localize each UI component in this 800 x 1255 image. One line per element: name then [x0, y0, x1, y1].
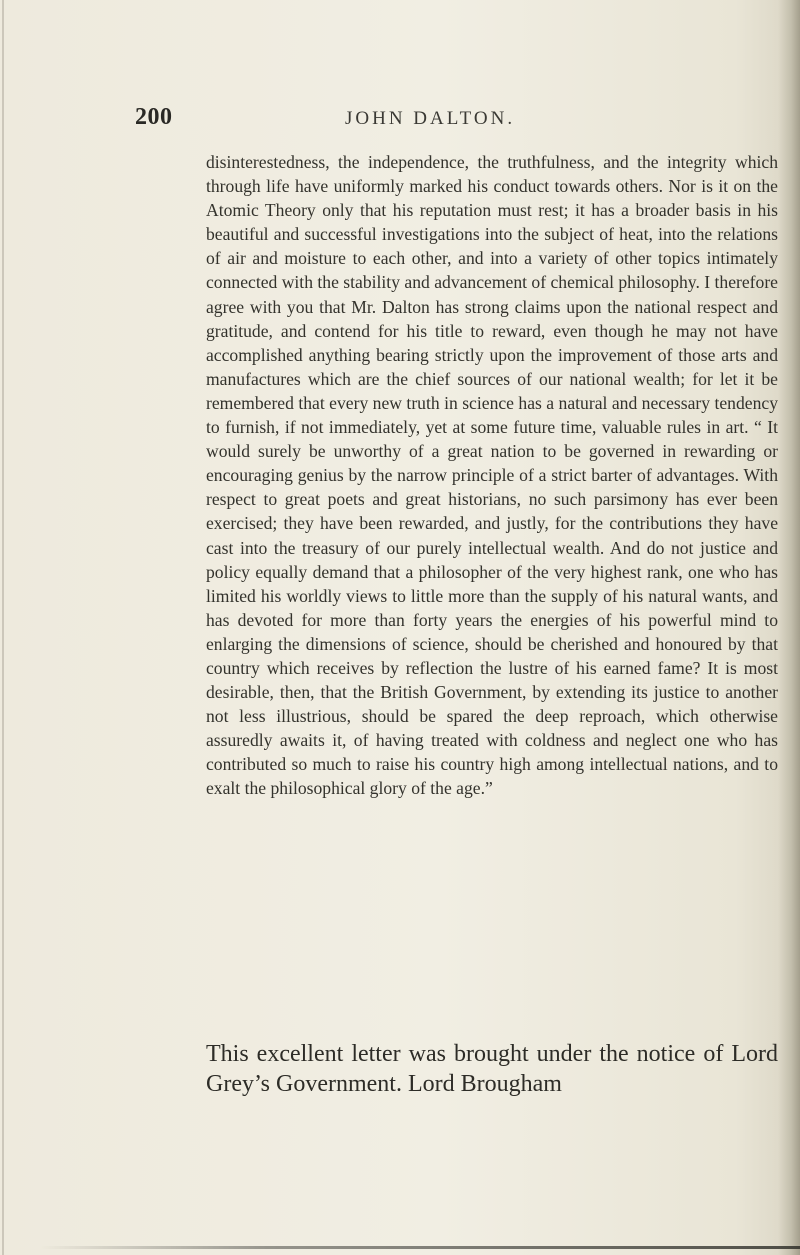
page-header — [135, 104, 775, 134]
page-bottom-edge — [40, 1246, 800, 1249]
page-number: 200 — [135, 104, 173, 130]
quoted-letter-paragraph: disinterestedness, the independence, the truthfulness, and the integrity which through life have uniformly marked his conduct towards others. Nor is it on the Atomic Theory only that his reputation must rest; it has a broader basis in his beautiful and successful investigations into the subject of heat, into the relations of air and moisture to each other, and into a variety of other topics intimately connected with the stability and advancement of chemical philosophy. I therefore agree with you that Mr. Dalton has strong claims upon the national respect and gratitude, and contend for his title to reward, even though he may not have accomplished anything bearing strictly upon the improvement of those arts and manufactures which are the chief sources of our national wealth; for let it be remembered that every new truth in science has a natural and necessary tendency to furnish, if not immediately, yet at some future time, valuable rules in art. “ It would surely be unworthy of a great nation to be governed in rewarding or encouraging genius by the narrow principle of a strict barter of advantages. With respect to great poets and great historians, no such parsimony has ever been exercised; they have been rewarded, and justly, for the contributions they have cast into the treasury of our purely intellectual wealth. And do not justice and policy equally demand that a philosopher of the very highest rank, one who has limited his worldly views to little more than the supply of his natural wants, and has devoted for more than forty years the energies of his powerful mind to enlarging the dimensions of science, should be cherished and honoured by that country which receives by reflection the lustre of his earned fame? It is most desirable, then, that the British Government, by extending its justice to another not less illustrious, should be spared the deep reproach, which otherwise assuredly awaits it, of having treated with coldness and neglect one who has contributed so much to raise his country high among intellectual nations, and to exalt the philosophical glory of the age.” — [206, 152, 778, 799]
running-head: JOHN DALTON. — [345, 108, 516, 129]
closing-paragraph: This excellent letter was brought under the notice of Lord Grey’s Government. Lord Brougham — [206, 1041, 778, 1097]
page-edge-shadow — [778, 0, 800, 1255]
page-gutter-shadow — [2, 0, 4, 1255]
